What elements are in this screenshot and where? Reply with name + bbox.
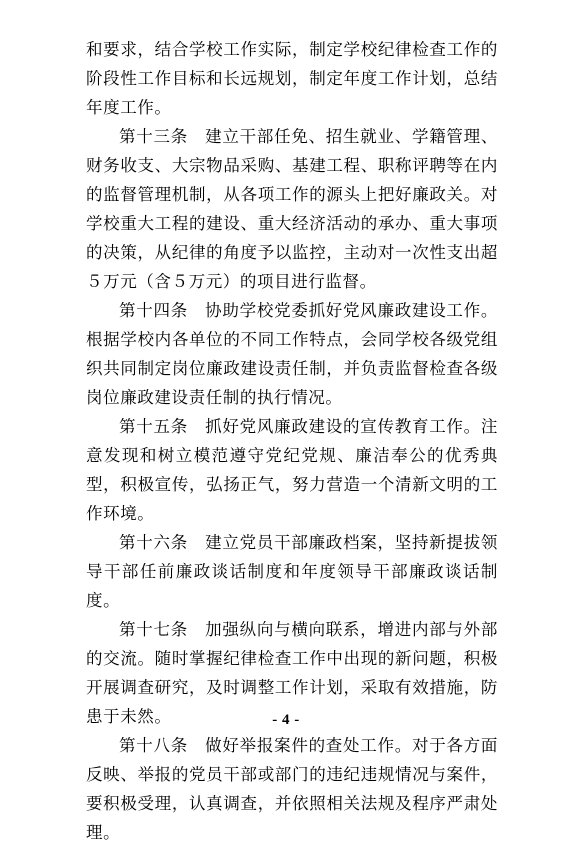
paragraph-article-15: 第十五条 抓好党风廉政建设的宣传教育工作。注意发现和树立模范遵守党纪党规、廉洁奉公的优秀典型，积极宣传，弘扬正气，努力营造一个清新文明的工作环境。 xyxy=(86,417,498,523)
paragraph-article-17: 第十七条 加强纵向与横向联系，增进内部与外部的交流。随时掌握纪律检查工作中出现的新问题，积极开展调查研究，及时调整工作计划，采取有效措施，防患于未然。 xyxy=(86,620,498,726)
paragraph-continuation: 和要求，结合学校工作实际，制定学校纪律检查工作的阶段性工作目标和长远规划，制定年度工作计划，总结年度工作。 xyxy=(86,40,498,117)
paragraph-article-13: 第十三条 建立干部任免、招生就业、学籍管理、财务收支、大宗物品采购、基建工程、职称评聘等在内的监督管理机制，从各项工作的源头上把好廉政关。对学校重大工程的建设、重大经济活动的承办、重大事项的决策，从纪律的角度予以监控，主动对一次性支出超５万元（含５万元）的项目进行监督。 xyxy=(86,127,498,291)
paragraph-article-16: 第十六条 建立党员干部廉政档案，坚持新提拔领导干部任前廉政谈话制度和年度领导干部廉政谈话制度。 xyxy=(86,533,498,610)
paragraph-article-14: 第十四条 协助学校党委抓好党风廉政建设工作。根据学校内各单位的不同工作特点，会同学校各级党组织共同制定岗位廉政建设责任制，并负责监督检查各级岗位廉政建设责任制的执行情况。 xyxy=(86,301,498,407)
page-number: - 4 - xyxy=(272,712,300,728)
paragraph-article-18: 第十八条 做好举报案件的查处工作。对于各方面反映、举报的党员干部或部门的违纪违规情况与案件，要积极受理，认真调查，并依照相关法规及程序严肃处理。 xyxy=(86,736,498,842)
